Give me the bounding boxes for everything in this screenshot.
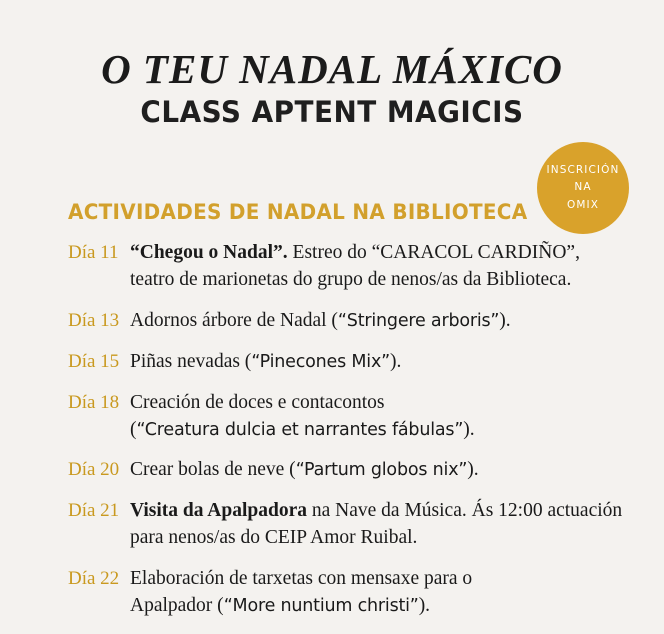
activity-description [130,498,628,552]
activity-day: Día 11 [68,242,119,263]
activity-text-fragment: “Chegou o Nadal”. [130,242,288,263]
activity-item [68,457,628,484]
inscription-badge [537,142,629,234]
badge-line-2: NA [574,181,592,194]
activity-description [130,566,628,620]
activity-text-fragment: “More nuntium christi” [223,596,419,617]
activity-day: Día 21 [68,500,120,522]
activity-text-fragment: ). [467,459,479,481]
activity-text-fragment: “Creatura dulcia et narrantes fábulas” [136,419,464,440]
activity-text-fragment: Crear bolas de neve ( [130,459,296,481]
activity-text-fragment: Adornos árbore de Nadal ( [130,309,338,331]
activity-text-fragment: “Partum globos nix” [295,460,468,481]
section-heading: ACTIVIDADES DE NADAL NA BIBLIOTECA [68,200,528,224]
activity-text-fragment: “Stringere arboris” [337,310,500,331]
activity-text-fragment: Creación de doces e contacontos [130,391,385,413]
activity-text-fragment: ). [418,595,431,617]
activity-day: Día 20 [68,459,120,481]
activity-text-fragment: Estreo do “CARACOL CARDIÑO”, teatro de marionetas do grupo de nenos/as da Biblioteca. [130,242,580,290]
activity-description [130,308,628,335]
activity-text-fragment: ( [130,418,137,440]
activity-description [130,457,628,484]
activity-description [130,240,628,294]
activity-item [68,240,628,294]
badge-line-1: INSCRICIÓN [546,164,620,177]
activity-day: Día 13 [68,309,120,331]
activity-item [68,308,628,335]
activity-text-fragment: ). [389,350,402,372]
activity-item [68,349,628,376]
badge-line-3: OMIX [566,198,599,211]
page-title: O TEU NADAL MÁXICO [101,46,563,92]
activity-description [130,349,628,376]
activity-text-fragment: Apalpador ( [130,595,224,617]
page-subtitle: CLASS APTENT MAGICIS [140,95,524,130]
activity-text-fragment: ). [499,309,511,331]
activity-day: Día 15 [68,350,120,372]
activity-day: Día 22 [68,568,120,590]
activity-day: Día 18 [68,391,120,413]
activity-text-fragment: Piñas nevadas ( [130,350,252,372]
activity-item [68,498,628,552]
activity-list [68,240,628,634]
activity-text-fragment: na Nave da Música. Ás 12:00 actuación para nenos/as do CEIP Amor Ruibal. [130,500,623,549]
activity-text-fragment: Visita da Apalpadora [130,500,307,522]
activity-text-fragment: ). [463,418,475,440]
activity-description [130,390,628,444]
activity-text-fragment: Elaboración de tarxetas con mensaxe para o [130,568,473,590]
activity-item [68,390,628,444]
activity-item [68,566,628,620]
activity-text-fragment: “Pinecones Mix” [251,351,390,372]
